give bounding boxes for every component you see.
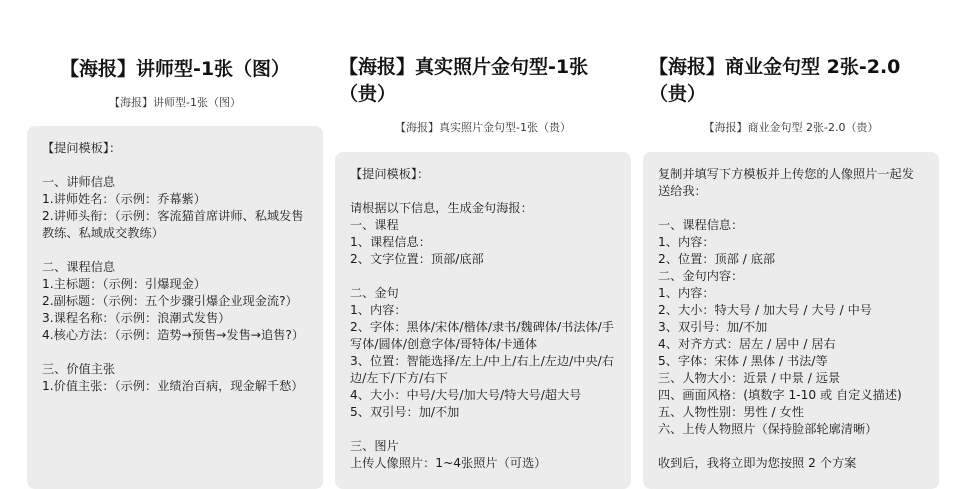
column-title: 【海报】商业金句型 2张-2.0（贵） [649, 56, 901, 105]
card-line [350, 183, 617, 200]
card-line: 1、课程信息： [350, 235, 431, 249]
card-line: 四、画面风格：(填数字 1-10 或 自定义描述) [658, 388, 902, 402]
column-subtitle[interactable]: 【海报】真实照片金句型-1张（贵） [395, 121, 571, 134]
card-line [350, 268, 617, 285]
column-subtitle[interactable]: 【海报】讲师型-1张（图） [109, 96, 241, 109]
card-line: 【提问模板】： [42, 141, 122, 155]
card-line: 六、上传人物照片（保持脸部轮廓清晰） [658, 422, 878, 436]
card-line: 2、文字位置：顶部/底部 [350, 252, 484, 266]
prompt-template-card [643, 152, 939, 489]
card-line [658, 200, 925, 217]
card-line: 二、金句 [350, 286, 399, 300]
card-line: 【提问模板】： [350, 167, 430, 181]
prompt-template-card [335, 152, 631, 489]
card-line: 三、价值主张 [42, 362, 116, 376]
card-line [42, 344, 309, 361]
card-line: 二、金句内容： [658, 269, 744, 283]
card-line: 一、课程 [350, 218, 399, 232]
card-line: 二、课程信息 [42, 260, 116, 274]
card-line [658, 438, 925, 455]
card-line [42, 157, 309, 174]
card-line: 2.副标题：（示例：五个步骤引爆企业现金流?） [42, 294, 298, 308]
column-title: 【海报】真实照片金句型-1张（贵） [339, 56, 589, 105]
card-line: 1、内容： [350, 303, 407, 317]
card-line: 2.讲师头衔：（示例：客流猫首席讲师、私域发售教练、私域成交教练） [42, 209, 304, 240]
card-line: 4、对齐方式：居左 / 居中 / 居右 [658, 337, 836, 351]
card-line: 一、讲师信息 [42, 175, 116, 189]
card-line: 4.核心方法：（示例：造势→预售→发售→追售?） [42, 328, 305, 342]
card-line [350, 421, 617, 438]
card-line: 1、内容： [658, 235, 715, 249]
card-line [42, 242, 309, 259]
card-line: 一、课程信息： [658, 218, 744, 232]
card-line: 3、位置：智能选择/左上/中上/右上/左边/中央/右边/左下/下方/右下 [350, 354, 614, 385]
card-line: 5、双引号：加/不加 [350, 405, 460, 419]
column-title: 【海报】讲师型-1张（图） [59, 58, 291, 80]
card-line: 请根据以下信息，生成金句海报： [350, 201, 533, 215]
card-line: 复制并填写下方模板并上传您的人像照片一起发送给我： [658, 167, 914, 198]
card-line: 三、图片 [350, 439, 399, 453]
card-line: 1.价值主张：（示例：业绩治百病，现金解千愁） [42, 379, 304, 393]
card-line: 三、人物大小：近景 / 中景 / 远景 [658, 371, 841, 385]
prompt-template-card [27, 126, 323, 489]
card-line: 1.讲师姓名：（示例：乔幕紫） [42, 192, 206, 206]
card-line: 上传人像照片：1~4张照片（可选） [350, 456, 547, 470]
card-line: 4、大小：中号/大号/加大号/特大号/超大号 [350, 388, 582, 402]
column-subtitle[interactable]: 【海报】商业金句型 2张-2.0（贵） [703, 121, 879, 134]
card-line: 1.主标题：（示例：引爆现金） [42, 277, 206, 291]
card-line: 5、字体：宋体 / 黑体 / 书法/等 [658, 354, 828, 368]
card-line: 五、人物性别：男性 / 女性 [658, 405, 804, 419]
card-line: 2、字体：黑体/宋体/楷体/隶书/魏碑体/书法体/手写体/圆体/创意字体/哥特体/卡通体 [350, 320, 614, 351]
card-line: 3.课程名称：（示例：浪潮式发售） [42, 311, 231, 325]
card-line: 1、内容： [658, 286, 715, 300]
card-line: 2、大小：特大号 / 加大号 / 大号 / 中号 [658, 303, 872, 317]
card-line: 2、位置：顶部 / 底部 [658, 252, 776, 266]
card-line: 收到后，我将立即为您按照 2 个方案 [658, 456, 857, 470]
card-line: 3、双引号：加/不加 [658, 320, 768, 334]
